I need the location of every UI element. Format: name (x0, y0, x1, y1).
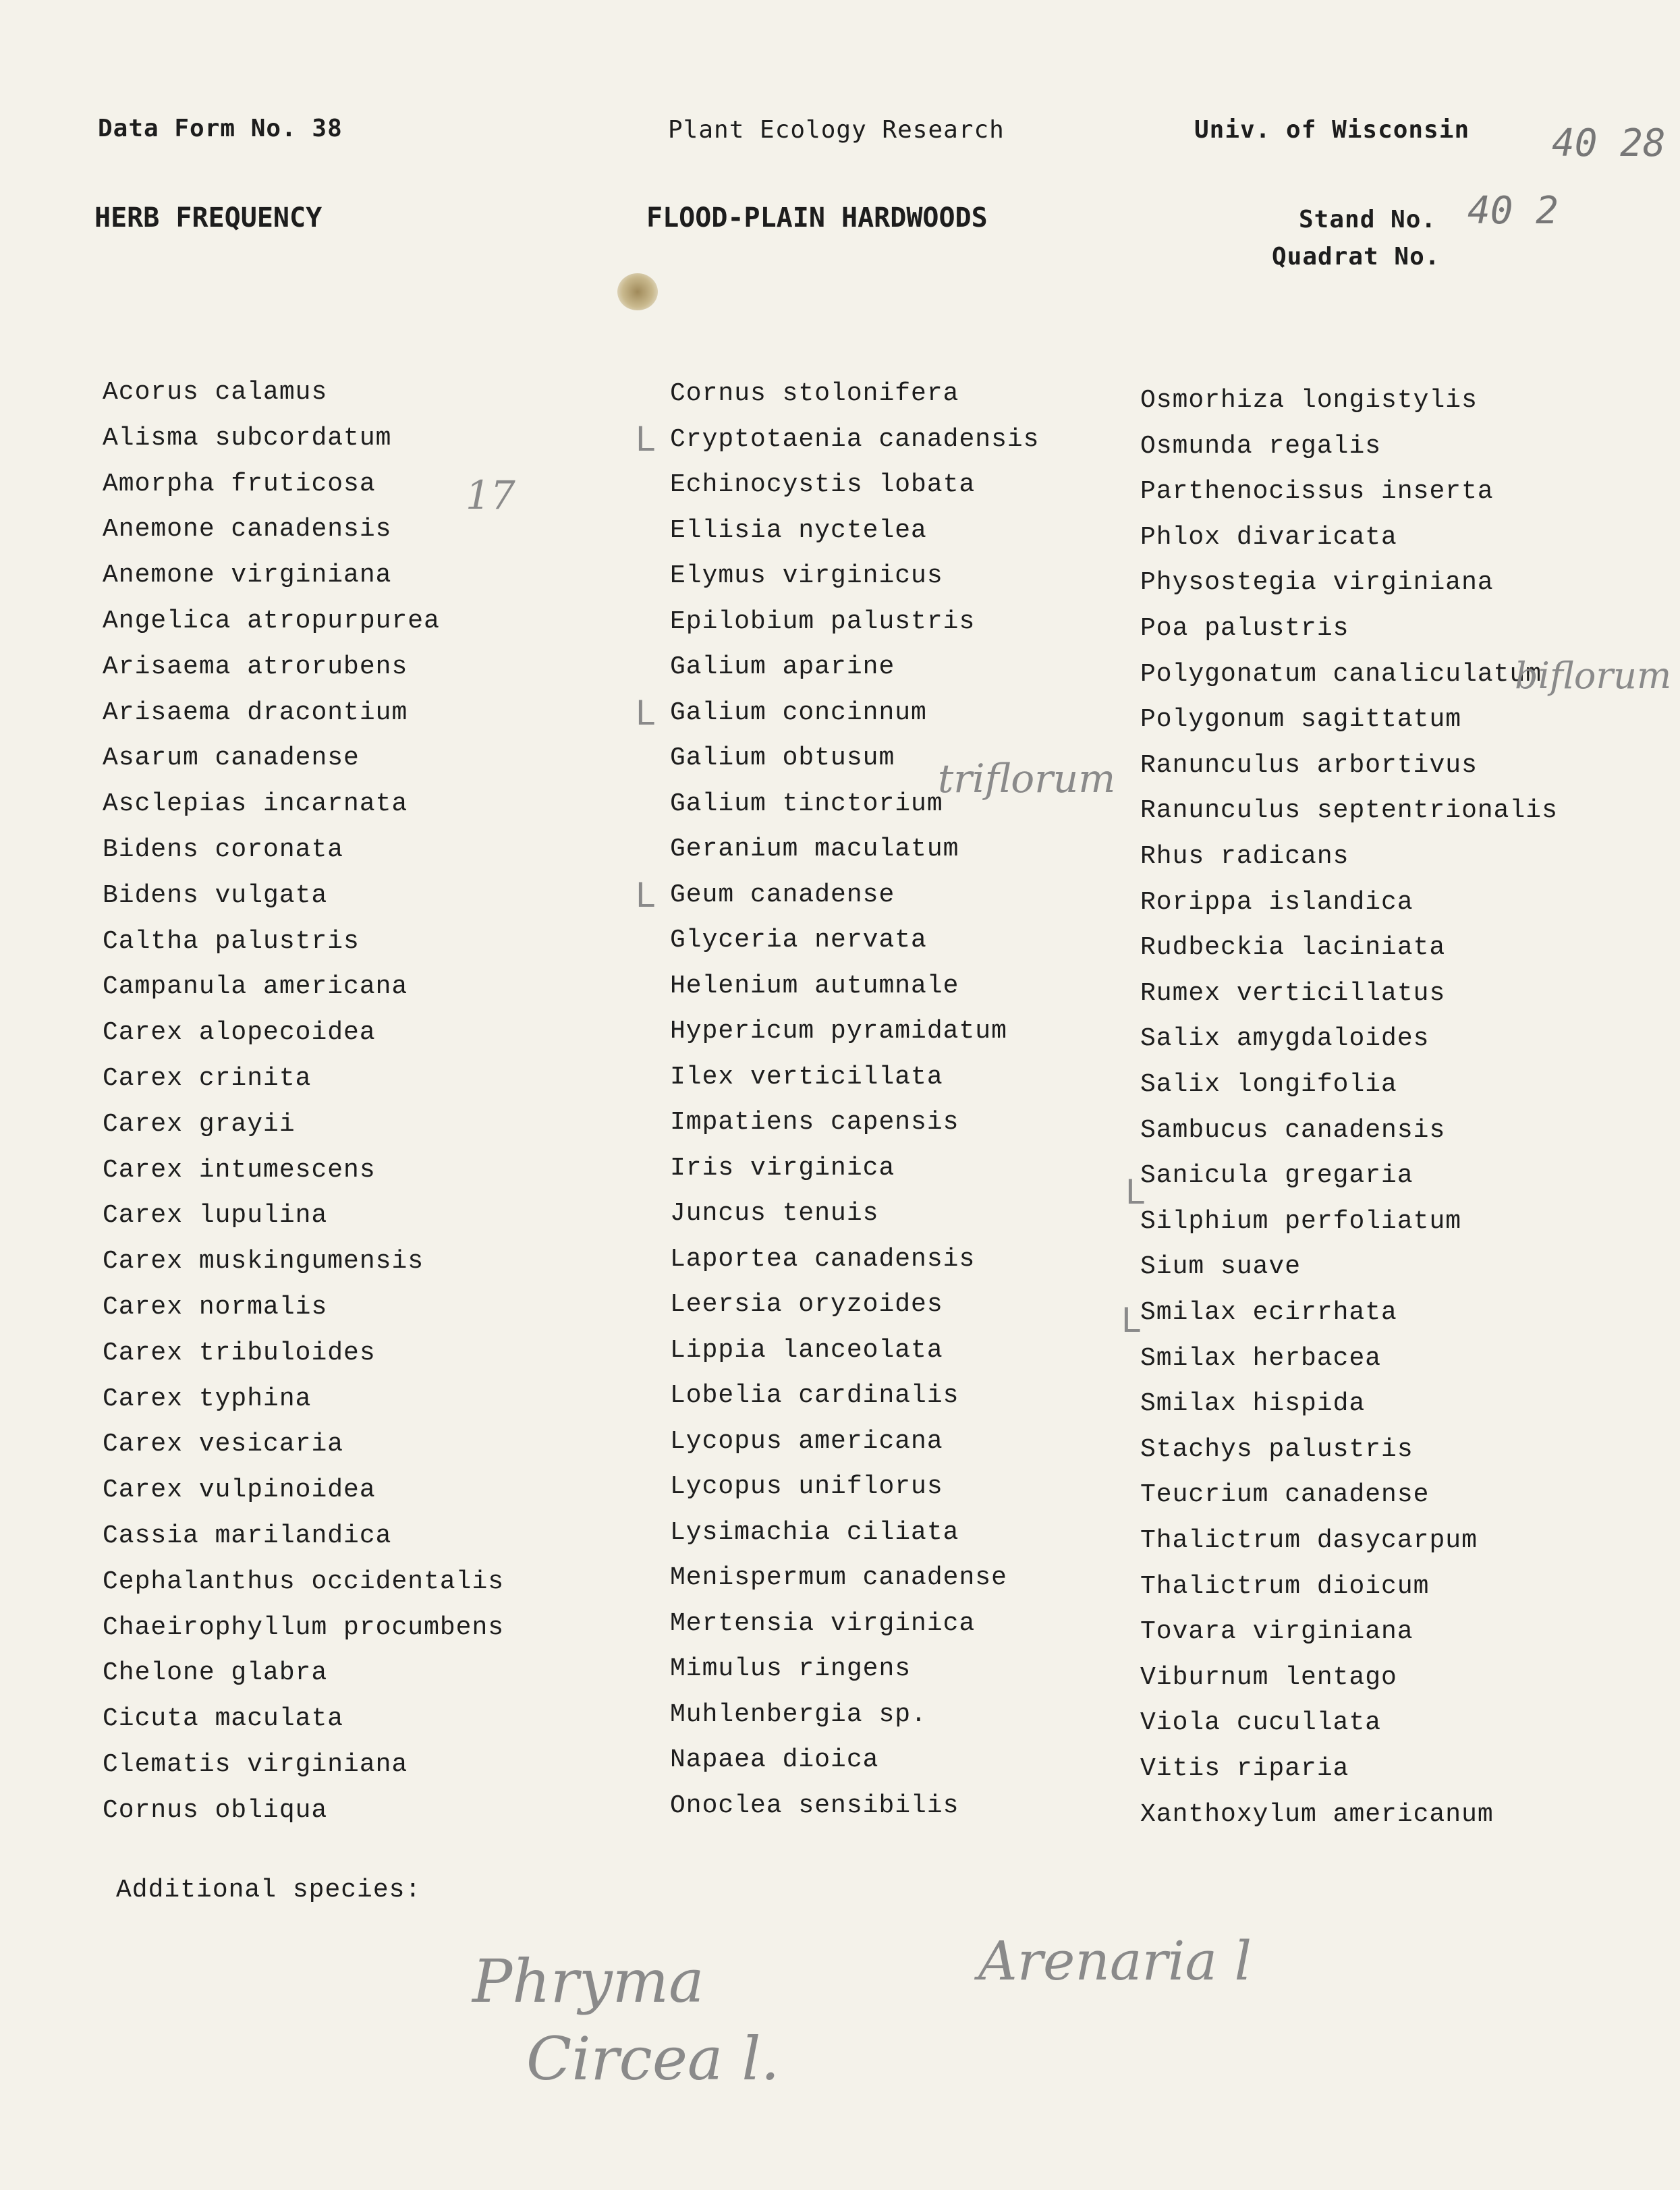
species-item: Parthenocissus inserta (1140, 477, 1494, 506)
species-item: Lycopus americana (670, 1427, 943, 1456)
species-item: Rudbeckia laciniata (1140, 933, 1446, 962)
species-item: Cephalanthus occidentalis (103, 1567, 505, 1596)
stamp-number-top: 40 28 (1552, 121, 1666, 165)
species-item: Arisaema dracontium (103, 698, 408, 727)
species-item: Salix longifolia (1140, 1070, 1397, 1099)
species-item: Lycopus uniflorus (670, 1472, 943, 1501)
species-item: Ranunculus arbortivus (1140, 751, 1478, 780)
species-item: Menispermum canadense (670, 1563, 1007, 1592)
handwritten-arenaria: Arenaria l (978, 1930, 1252, 1992)
species-item: Chaeirophyllum procumbens (103, 1613, 505, 1642)
species-item: Mimulus ringens (670, 1654, 912, 1683)
species-item: Carex intumescens (103, 1156, 376, 1185)
species-item: Leersia oryzoides (670, 1290, 943, 1319)
species-item: Lysimachia ciliata (670, 1518, 959, 1547)
species-item: Alisma subcordatum (103, 424, 392, 453)
species-item: Anemone canadensis (103, 515, 392, 544)
species-item: Cornus obliqua (103, 1796, 328, 1825)
species-item: Osmunda regalis (1140, 432, 1382, 461)
check-mark-cryptotaenia: ᒪ (636, 420, 654, 459)
species-item: Sanicula gregaria (1140, 1161, 1413, 1190)
handwritten-polygonatum-note: biflorum (1515, 654, 1672, 697)
stain-mark (617, 273, 658, 310)
handwritten-circaea: Circea l. (526, 2024, 780, 2094)
species-item: Caltha palustris (103, 927, 360, 956)
species-item: Osmorhiza longistylis (1140, 386, 1478, 415)
species-item: Acorus calamus (103, 378, 328, 407)
species-item: Juncus tenuis (670, 1199, 879, 1228)
handwritten-17: 17 (466, 472, 515, 518)
species-item: Rhus radicans (1140, 842, 1349, 871)
species-item: Chelone glabra (103, 1658, 328, 1687)
species-item: Phlox divaricata (1140, 523, 1397, 552)
species-item: Poa palustris (1140, 614, 1349, 643)
species-item: Muhlenbergia sp. (670, 1700, 927, 1729)
species-item: Viola cucullata (1140, 1708, 1382, 1737)
species-item: Asarum canadense (103, 743, 360, 773)
species-item: Viburnum lentago (1140, 1663, 1397, 1692)
species-item: Carex vulpinoidea (103, 1476, 376, 1505)
stamp-number-stand: 40 2 (1467, 189, 1559, 233)
species-item: Carex normalis (103, 1293, 328, 1322)
species-item: Physostegia virginiana (1140, 568, 1494, 597)
quadrat-label: Quadrat No. (1272, 243, 1440, 271)
species-item: Echinocystis lobata (670, 470, 976, 499)
stand-label: Stand No. (1299, 206, 1437, 233)
species-item: Thalictrum dasycarpum (1140, 1526, 1478, 1555)
university-name: Univ. of Wisconsin (1194, 116, 1470, 144)
species-item: Rumex verticillatus (1140, 979, 1446, 1008)
species-item: Sambucus canadensis (1140, 1116, 1446, 1145)
species-item: Cryptotaenia canadensis (670, 425, 1040, 454)
species-item: Stachys palustris (1140, 1435, 1413, 1464)
check-mark-geum: ᒪ (636, 876, 654, 915)
check-mark-smilax: ᒪ (1121, 1301, 1140, 1340)
species-item: Galium obtusum (670, 743, 895, 773)
species-item: Asclepias incarnata (103, 789, 408, 818)
species-item: Geum canadense (670, 880, 895, 909)
species-item: Tovara virginiana (1140, 1617, 1413, 1646)
species-item: Carex muskingumensis (103, 1247, 424, 1276)
species-item: Epilobium palustris (670, 607, 976, 636)
species-item: Xanthoxylum americanum (1140, 1800, 1494, 1829)
species-item: Napaea dioica (670, 1745, 879, 1774)
species-item: Carex vesicaria (103, 1430, 344, 1459)
species-item: Polygonatum canaliculatum (1140, 660, 1542, 689)
species-item: Polygonum sagittatum (1140, 705, 1462, 734)
species-item: Carex typhina (103, 1384, 312, 1413)
species-item: Mertensia virginica (670, 1609, 976, 1638)
handwritten-galium-note: triflorum (938, 756, 1116, 802)
species-item: Campanula americana (103, 972, 408, 1001)
species-item: Ranunculus septentrionalis (1140, 796, 1558, 825)
herb-frequency-title: HERB FREQUENCY (94, 202, 323, 233)
species-item: Angelica atropurpurea (103, 607, 440, 636)
species-item: Anemone virginiana (103, 561, 392, 590)
species-item: Smilax ecirrhata (1140, 1298, 1397, 1327)
species-item: Helenium autumnale (670, 972, 959, 1001)
species-item: Laportea canadensis (670, 1245, 976, 1274)
species-item: Amorpha fruticosa (103, 470, 376, 499)
species-item: Bidens coronata (103, 835, 344, 864)
species-item: Rorippa islandica (1140, 888, 1413, 917)
species-item: Impatiens capensis (670, 1108, 959, 1137)
species-item: Salix amygdaloides (1140, 1024, 1430, 1053)
species-item: Ilex verticillata (670, 1063, 943, 1092)
species-item: Ellisia nyctelea (670, 516, 927, 545)
species-item: Carex alopecoidea (103, 1018, 376, 1047)
species-item: Onoclea sensibilis (670, 1791, 959, 1820)
species-item: Arisaema atrorubens (103, 652, 408, 681)
species-item: Galium tinctorium (670, 789, 943, 818)
species-item: Cassia marilandica (103, 1521, 392, 1550)
species-item: Vitis riparia (1140, 1754, 1349, 1783)
species-item: Cicuta maculata (103, 1704, 344, 1733)
species-item: Galium aparine (670, 652, 895, 681)
check-mark-galium-concinnum: ᒪ (636, 694, 654, 733)
species-item: Silphium perfoliatum (1140, 1207, 1462, 1236)
species-item: Galium concinnum (670, 698, 927, 727)
species-item: Cornus stolonifera (670, 379, 959, 408)
check-mark-sanicula: ᒪ (1125, 1173, 1144, 1212)
species-item: Iris virginica (670, 1154, 895, 1183)
species-item: Thalictrum dioicum (1140, 1572, 1430, 1601)
species-item: Clematis virginiana (103, 1750, 408, 1779)
species-item: Hypericum pyramidatum (670, 1017, 1007, 1046)
species-item: Teucrium canadense (1140, 1480, 1430, 1509)
species-item: Carex crinita (103, 1064, 312, 1093)
handwritten-phryma: Phryma (472, 1946, 704, 2016)
species-item: Sium suave (1140, 1252, 1301, 1281)
species-item: Lobelia cardinalis (670, 1381, 959, 1410)
species-item: Smilax herbacea (1140, 1344, 1382, 1373)
org-name: Plant Ecology Research (668, 116, 1005, 144)
species-item: Carex tribuloides (103, 1339, 376, 1368)
species-item: Elymus virginicus (670, 561, 943, 590)
floodplain-title: FLOOD-PLAIN HARDWOODS (646, 202, 988, 233)
species-item: Lippia lanceolata (670, 1336, 943, 1365)
form-number: Data Form No. 38 (98, 115, 343, 142)
species-item: Carex lupulina (103, 1201, 328, 1230)
additional-species-label: Additional species: (116, 1876, 422, 1905)
species-item: Geranium maculatum (670, 835, 959, 864)
species-item: Smilax hispida (1140, 1389, 1366, 1418)
species-item: Bidens vulgata (103, 881, 328, 910)
species-item: Glyceria nervata (670, 926, 927, 955)
species-item: Carex grayii (103, 1110, 296, 1139)
